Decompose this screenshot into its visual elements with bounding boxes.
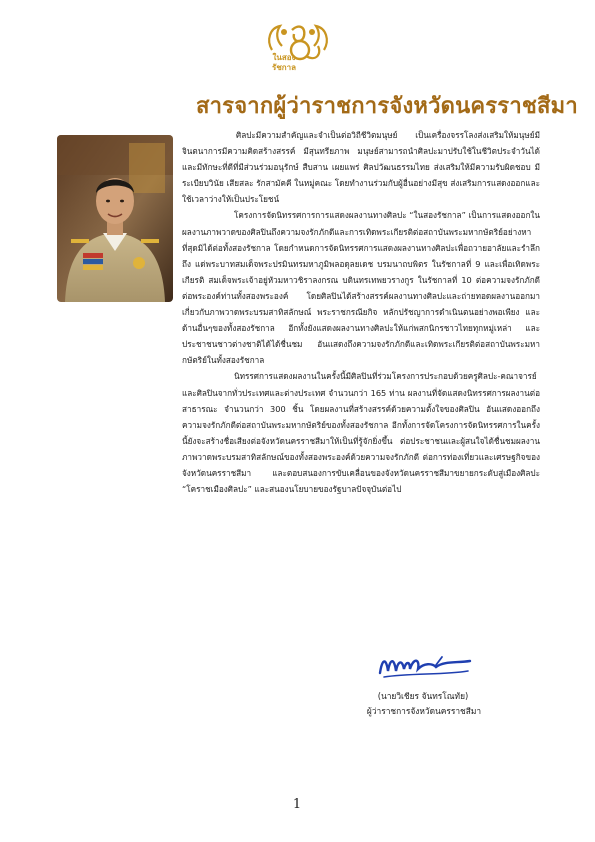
body-paragraph-2: โครงการจัดนิทรรศการการแสดงผลงานทางศิลปะ “ในสองรัชกาล” เป็นการแสดงออกในผลงานภาพวาดของศิลปินถึงความจงรักภักดีและการเทิดพระเกียรติต่อสถาบันพระมหากษัตริย์อย่างหาที่สุดมิได้ต่อทั้งสองรัชกาล โดยกำหนดการจัดนิทรรศการแสดงผลงานทางศิลปะเพื่อถวายอาลัยและรำลึกถึง แด่พระบาทสมเด็จพระปรมินทรมหาภูมิพลอดุลยเดช บรมนาถบพิตร ในรัชกาลที่ 9 และเพื่อเทิดพระเกียรติ สมเด็จพระเจ้าอยู่หัวมหาวชิราลงกรณ บดินทรเทพยวรางกูร ในรัชกาลที่ 10 ต่อความจงรักภักดีต่อพระองค์ท่านทั้งสองพระองค์ โดยศิลปินได้สร้างสรรค์ผลงานทางศิลปะและถ่ายทอดผลงานออกมาเกี่ยวกับภาพวาดพระบรมสาทิสลักษณ์ พระราชกรณียกิจ หลักปรัชญาการดำเนินตนอย่างพอเพียง และด้านอื่นๆของทั้งสองรัชกาล อีกทั้งยังแสดงผลงานทางศิลปะให้แก่พสกนิกรชาวไทยทุกหมู่เหล่า และประชาชนชาวต่างชาติได้ได้ชื่นชม อันแสดงถึงความจงรักภักดีและเทิดพระเกียรติต่อสถาบันพระมหากษัตริย์ในทั้งสองรัชกาล: [182, 210, 540, 366]
page-title: สารจากผู้ว่าราชการจังหวัดนครราชสีมา: [196, 94, 578, 119]
body-paragraph-3: นิทรรศการแสดงผลงานในครั้งนี้มีศิลปินที่ร่วมโครงการประกอบด้วยครูศิลปะ-คณาจารย์และศิลปินจากทั่วประเทศและต่างประเทศ จำนวนกว่า 165 ท่าน ผลงานที่จัดแสดงนิทรรศการผลงานต่อสาธารณะ จำนวนกว่า 300 ชิ้น โดยผลงานที่สร้างสรรค์ด้วยความตั้งใจของศิลปิน อันแสดงออกถึงความจงรักภักดีต่อสถาบันพระมหากษัตริย์ของทั้งสองรัชกาล อีกทั้งการจัดโครงการจัดนิทรรศการในครั้งนี้ยังจะสร้างชื่อเสียงต่อจังหวัดนครราชสีมาให้เป็นที่รู้จักยิ่งขึ้น ต่อประชาชนและผู้สนใจได้ชื่นชมผลงานภาพวาดพระบรมสาทิสลักษณ์ของทั้งสองพระองค์ด้วยความจงรักภักดี ต่อการท่องเที่ยวและเศรษฐกิจของจังหวัดนครราชสีมา และตอบสนองการขับเคลื่อนของจังหวัดนครราชสีมาขยายกระดับสู่เมืองศิลปะ “โคราชเมืองศิลปะ” และสนองนโยบายของรัฐบาลปัจจุบันต่อไป: [182, 371, 540, 495]
handwritten-signature: [374, 651, 474, 681]
signatory-position: ผู้ว่าราชการจังหวัดนครราชสีมา: [366, 706, 482, 716]
svg-text:รัชกาล: รัชกาล: [272, 63, 296, 72]
body-paragraph-1: ศิลปะมีความสำคัญและจำเป็นต่อวิถีชีวิตมนุษย์ เป็นเครื่องจรรโลงส่งเสริมให้มนุษย์มีจินตนาการมีความคิดสร้างสรรค์ มีสุนทรียภาพ มนุษย์สามารถนำศิลปะมาปรับใช้ในชีวิตประจำวันได้และมีทักษะที่ดีที่มีส่วนร่วมอนุรักษ์ สืบสาน เผยแพร่ ศิลปวัฒนธรรมไทย ส่งเสริมให้มีความรับผิดชอบ มีระเบียบวินัย เสียสละ รักสามัคคี ในหมู่คณะ โดยทำงานร่วมกับผู้อื่นอย่างมีสุข ส่งเสริมการแสดงออกและใช้เวลาว่างให้เป็นประโยชน์: [182, 130, 540, 205]
page-number: 1: [292, 797, 302, 812]
exhibition-logo: [262, 20, 334, 74]
message-body: [182, 127, 540, 497]
signatory-name: (นายวิเชียร จันทรโณทัย): [377, 691, 469, 701]
svg-text:ในสอง: ในสอง: [272, 53, 296, 62]
governor-portrait: [57, 135, 173, 302]
